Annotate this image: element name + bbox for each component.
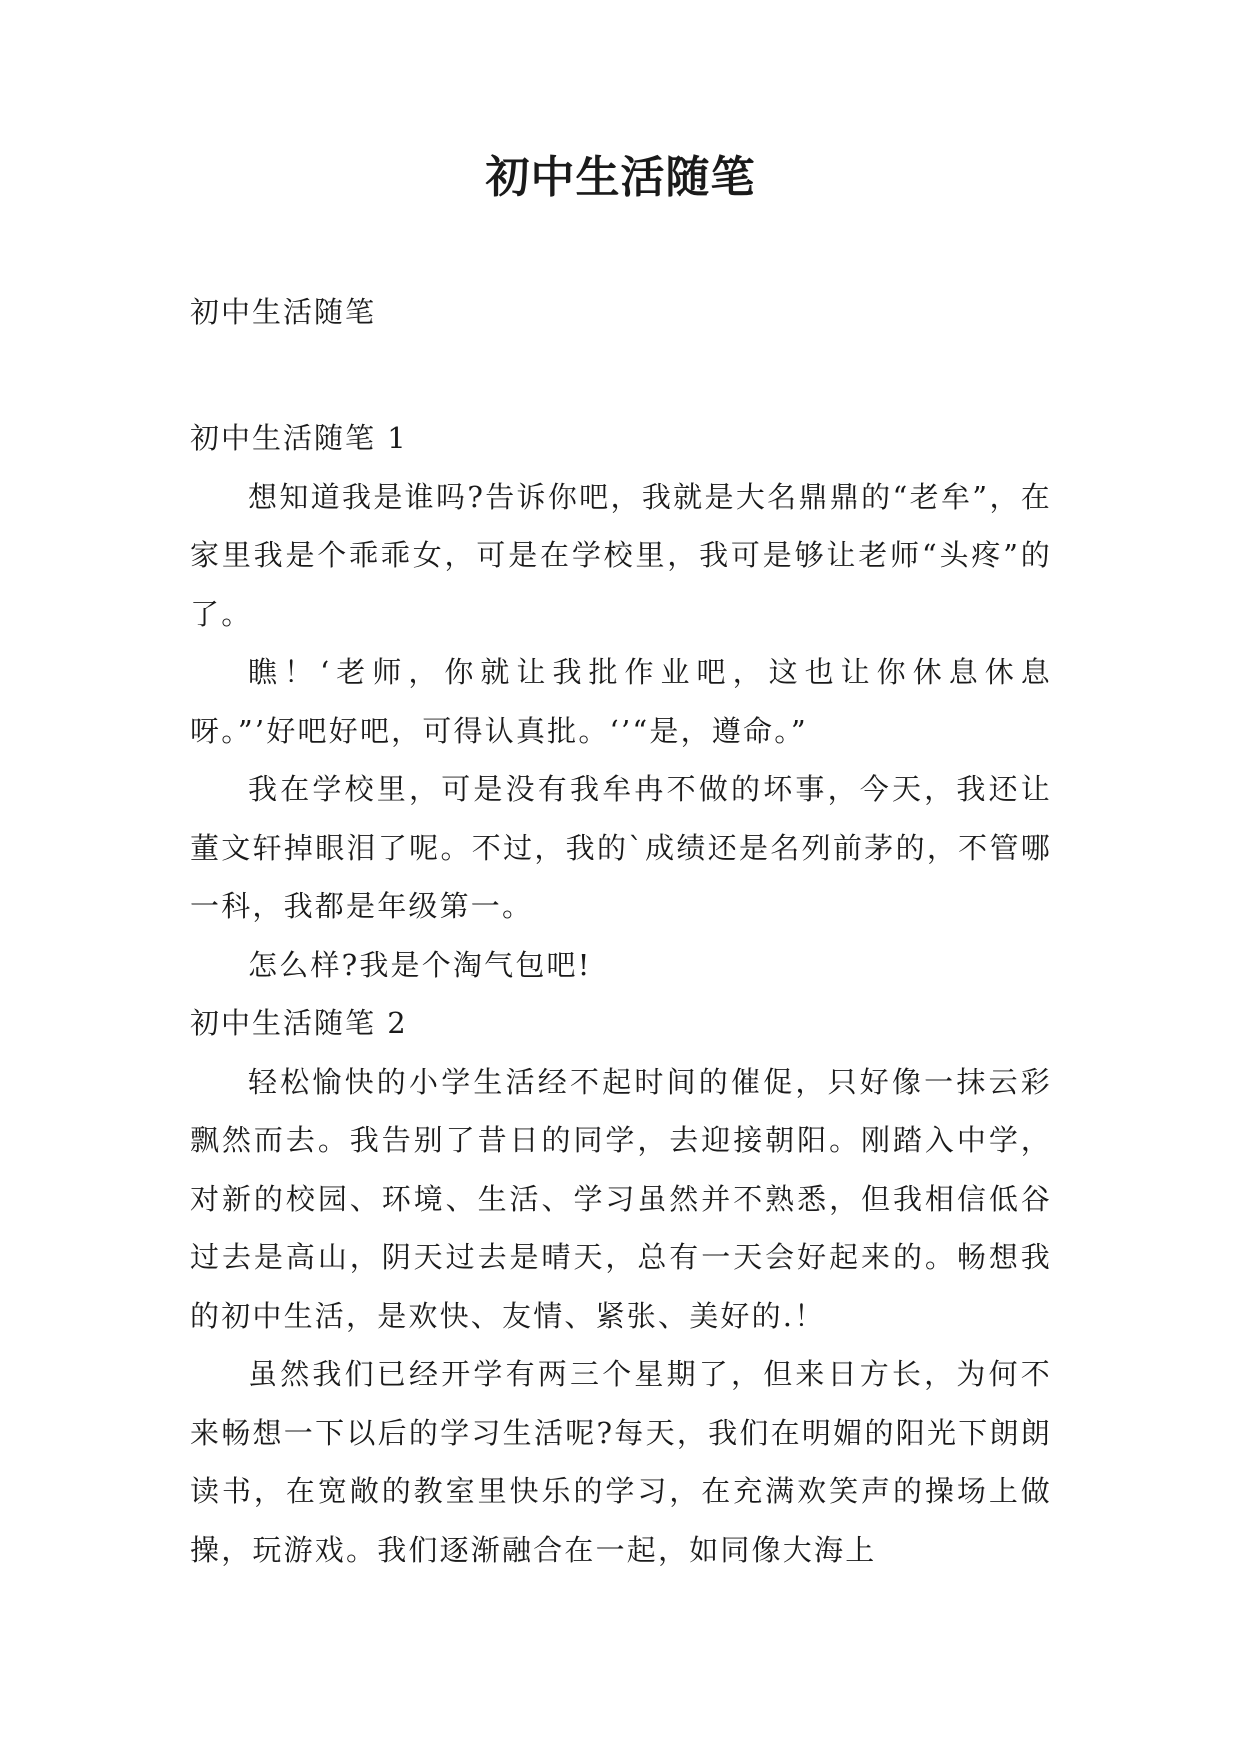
- paragraph: 瞧！‘老师，你就让我批作业吧，这也让你休息休息呀。”’好吧好吧，可得认真批。‘’“是，遵命。”: [190, 655, 1052, 748]
- section-heading: 初中生活随笔 1: [190, 421, 408, 455]
- paragraph: 想知道我是谁吗?告诉你吧，我就是大名鼎鼎的“老牟”，在家里我是个乖乖女，可是在学校里，我可是够让老师“头疼”的了。: [190, 479, 1052, 631]
- document-subtitle: 初中生活随笔: [190, 295, 377, 329]
- document-body: [190, 409, 1052, 1579]
- paragraph: 虽然我们已经开学有两三个星期了，但来日方长，为何不来畅想一下以后的学习生活呢?每天，我们在明媚的阳光下朗朗读书，在宽敞的教室里快乐的学习，在充满欢笑声的操场上做操，玩游戏。我们逐渐融合在一起，如同像大海上: [190, 1357, 1052, 1567]
- document-title: 初中生活随笔: [485, 152, 756, 203]
- paragraph: 轻松愉快的小学生活经不起时间的催促，只好像一抹云彩飘然而去。我告别了昔日的同学，去迎接朝阳。刚踏入中学，对新的校园、环境、生活、学习虽然并不熟悉，但我相信低谷过去是高山，阴天过去是晴天，总有一天会好起来的。畅想我的初中生活，是欢快、友情、紧张、美好的.！: [190, 1064, 1052, 1333]
- section-heading: 初中生活随笔 2: [190, 1006, 408, 1040]
- paragraph: 我在学校里，可是没有我牟冉不做的坏事，今天，我还让董文轩掉眼泪了呢。不过，我的`成绩还是名列前茅的，不管哪一科，我都是年级第一。: [190, 772, 1052, 923]
- section-2: [190, 994, 1052, 1579]
- section-1: [190, 409, 1052, 994]
- paragraph: 怎么样?我是个淘气包吧!: [248, 947, 592, 982]
